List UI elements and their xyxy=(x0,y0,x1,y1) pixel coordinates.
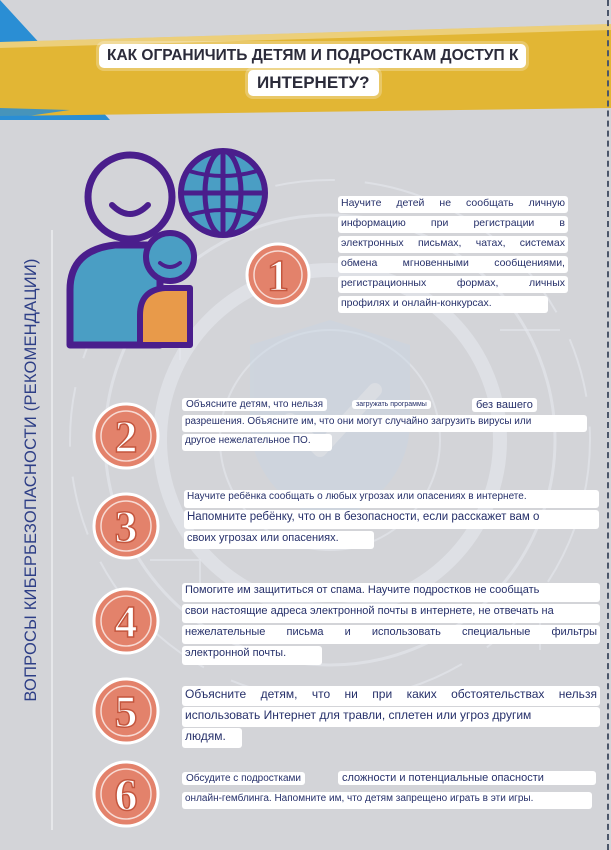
tip-text: свои настоящие адреса электронной почты в интернете, не отвечать на xyxy=(185,605,554,617)
tip-text xyxy=(341,217,565,232)
tip-word: Объясните xyxy=(185,687,247,701)
tip-line xyxy=(182,415,587,432)
badge-number: 5 xyxy=(114,686,138,737)
tip-text: Научите ребёнка сообщать о любых угрозах или опасениях в интернете. xyxy=(187,491,527,502)
tip-text: разрешения. Объясните им, что они могут случайно загрузить вирусы или xyxy=(185,416,532,427)
tip-text: онлайн-гемблинга. Напомните им, что детям запрещено играть в эти игры. xyxy=(185,793,534,804)
tip-word: личную xyxy=(528,197,565,209)
number-badge-1 xyxy=(243,240,313,310)
tip-word: письмах, xyxy=(417,237,462,249)
tip-text xyxy=(185,687,597,705)
tip-line xyxy=(182,728,242,748)
tip-text: сложности и потенциальные опасности xyxy=(342,772,544,784)
badge-number: 1 xyxy=(267,251,289,300)
tip-chip: Объясните детям, что нельзя xyxy=(182,398,327,411)
tip-word: использовать xyxy=(371,626,441,638)
tip-text: людям. xyxy=(185,729,226,743)
tip-word: нежелательные xyxy=(185,626,266,638)
tip-word: обмена xyxy=(341,257,378,269)
number-badge-3 xyxy=(90,490,162,562)
page-title-line-2: ИНТЕРНЕТУ? xyxy=(248,70,379,96)
tip-chip: загружать программы xyxy=(352,400,431,409)
page-title-line-1: КАК ОГРАНИЧИТЬ ДЕТЯМ И ПОДРОСТКАМ ДОСТУП К xyxy=(99,44,526,68)
tip-text: Помогите им защититься от спама. Научите подростков не сообщать xyxy=(185,584,540,596)
tip-line xyxy=(338,216,568,233)
tip-text: другое нежелательное ПО. xyxy=(185,435,311,446)
tip-word: при xyxy=(372,687,393,701)
tip-line xyxy=(182,686,600,706)
tip-word: личных xyxy=(528,277,565,289)
tip-word: не xyxy=(439,197,452,209)
tip-word: обстоятельствах xyxy=(451,687,545,701)
tip-word: регистрации xyxy=(473,217,535,229)
tip-line xyxy=(182,646,322,665)
tip-text xyxy=(341,277,565,292)
tip-word: детям, xyxy=(260,687,298,701)
tip-word: информацию xyxy=(341,217,406,229)
side-vertical-title: ВОПРОСЫ КИБЕРБЕЗОПАСНОСТИ (РЕКОМЕНДАЦИИ) xyxy=(22,258,40,702)
tip-text: профилях и онлайн-конкурсах. xyxy=(341,297,492,309)
tip-line xyxy=(338,236,568,253)
number-badge-5 xyxy=(90,675,162,747)
tip-word: сообщать xyxy=(466,197,514,209)
tip-line xyxy=(182,434,332,451)
tip-word: в xyxy=(559,217,565,229)
tip-text xyxy=(341,237,565,252)
badge-number: 3 xyxy=(114,501,138,552)
tip-line xyxy=(182,625,600,644)
tip-word: при xyxy=(430,217,449,229)
tip-word: системах xyxy=(519,237,565,249)
badge-number: 4 xyxy=(114,596,138,647)
tip-word: электронных xyxy=(341,237,404,249)
tip-line xyxy=(338,256,568,273)
number-badge-6 xyxy=(90,758,162,830)
tip-word: что xyxy=(311,687,331,701)
tip-text: использовать Интернет для травли, сплетен или угроз другим xyxy=(185,708,532,722)
tip-line xyxy=(338,196,568,213)
tip-word: регистрационных xyxy=(341,277,427,289)
number-badge-4 xyxy=(90,585,162,657)
globe-icon xyxy=(175,147,271,239)
tip-line xyxy=(182,604,600,623)
tip-word: ни xyxy=(344,687,358,701)
dashed-edge xyxy=(607,0,609,850)
tip-line xyxy=(338,296,548,313)
tip-word: нельзя xyxy=(558,687,597,701)
tip-word: Научите xyxy=(341,197,382,209)
tip-word: детей xyxy=(396,197,425,209)
tip-word: письма xyxy=(286,626,324,638)
tip-line xyxy=(182,792,592,809)
number-badge-2 xyxy=(90,400,162,472)
tip-line xyxy=(182,707,600,727)
badge-number: 6 xyxy=(114,769,138,820)
tip-line xyxy=(338,276,568,293)
tip-text xyxy=(185,626,597,643)
tip-word: и xyxy=(344,626,351,638)
tip-line xyxy=(182,583,600,602)
tip-text xyxy=(341,197,565,212)
tip-text: Напомните ребёнку, что он в безопасности, если расскажет вам о xyxy=(187,511,540,523)
tip-word: мгновенными xyxy=(402,257,469,269)
tip-text xyxy=(341,257,565,272)
badge-number: 2 xyxy=(114,411,138,462)
tip-text: своих угрозах или опасениях. xyxy=(187,532,339,544)
tip-word: каких xyxy=(406,687,437,701)
tip-line xyxy=(184,510,599,529)
tip-word: формах, xyxy=(456,277,499,289)
tip-text: электронной почты. xyxy=(185,647,287,659)
tip-chip xyxy=(338,771,596,785)
tip-word: фильтры xyxy=(551,626,597,638)
tip-word: чатах, xyxy=(475,237,506,249)
tip-chip: Обсудите с подростками xyxy=(182,772,305,785)
tip-line xyxy=(184,490,599,508)
tip-word: специальные xyxy=(461,626,531,638)
tip-line xyxy=(184,531,374,549)
tip-word: сообщениями, xyxy=(494,257,565,269)
tip-chip: без вашего xyxy=(472,398,537,412)
